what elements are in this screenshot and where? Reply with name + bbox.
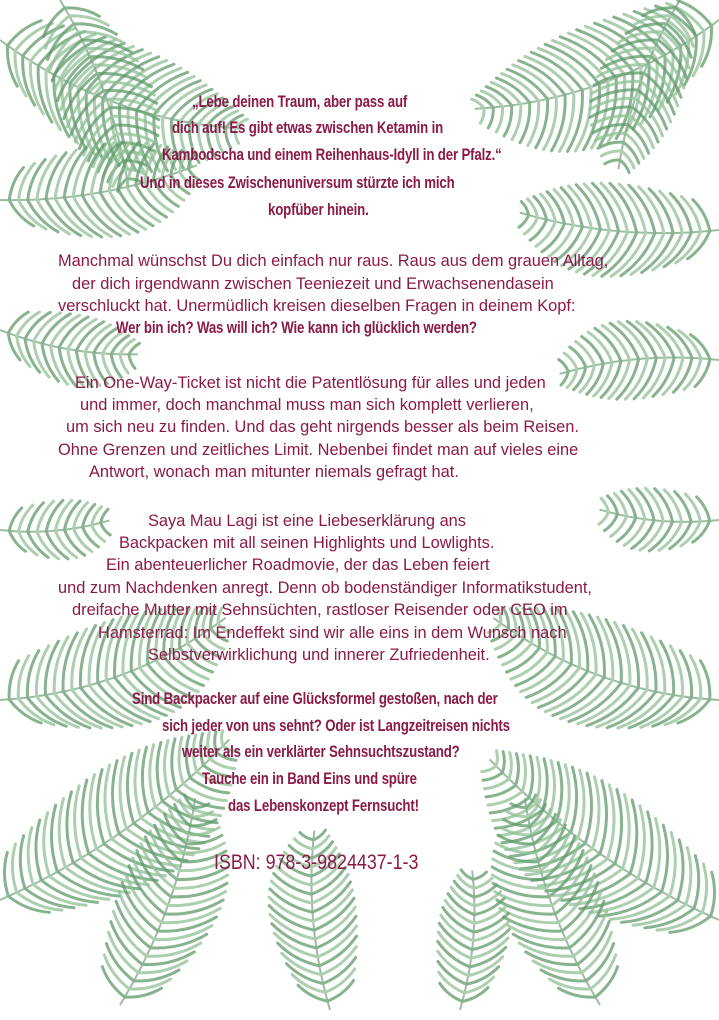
- paragraph2-line: Ohne Grenzen und zeitliches Limit. Nebenbei findet man auf vieles eine: [58, 441, 579, 459]
- palm-frond: [556, 313, 719, 405]
- closing-line: Sind Backpacker auf eine Glücksformel gestoßen, nach der: [132, 689, 498, 708]
- closing-line: das Lebenskonzept Fernsucht!: [228, 796, 419, 815]
- palm-frond: [596, 484, 719, 557]
- quote-line: kopfüber hinein.: [268, 200, 369, 219]
- paragraph2-line: und immer, doch manchmal muss man sich komplett verlieren,: [80, 396, 534, 414]
- paragraph3-line: Saya Mau Lagi ist eine Liebeserklärung ans: [148, 512, 466, 530]
- closing-line: sich jeder von uns sehnt? Oder ist Langzeitreisen nichts: [162, 716, 510, 735]
- paragraph1-line: Manchmal wünschst Du dich einfach nur raus. Raus aus dem grauen Alltag,: [58, 252, 609, 270]
- paragraph3-line: Backpacken mit all seinen Highlights und Lowlights.: [119, 534, 495, 552]
- closing-line: Tauche ein in Band Eins und spüre: [202, 769, 417, 788]
- palm-frond: [0, 496, 113, 564]
- paragraph1-line: der dich irgendwann zwischen Teeniezeit und Erwachsenendasein: [72, 275, 554, 293]
- closing-line: weiter als ein verklärter Sehnsuchtszustand?: [182, 742, 460, 761]
- isbn: ISBN: 978-3-9824437-1-3: [214, 851, 419, 874]
- paragraph3-line: Hamsterrad: Im Endeffekt sind wir alle eins in dem Wunsch nach: [98, 624, 567, 642]
- paragraph3-line: Selbstverwirklichung und innerer Zufriedenheit.: [148, 646, 490, 664]
- paragraph2-line: Antwort, wonach man mitunter niemals gefragt hat.: [89, 463, 459, 481]
- quote-line: Kambodscha und einem Reihenhaus-Idyll in der Pfalz.“: [162, 145, 502, 164]
- paragraph3-line: Ein abenteuerlicher Roadmovie, der das Leben feiert: [106, 556, 490, 574]
- paragraph3-line: dreifache Mutter mit Sehnsüchten, rastloser Reisender oder CEO im: [72, 601, 568, 619]
- quote-line: dich auf! Es gibt etwas zwischen Ketamin in: [172, 118, 444, 137]
- paragraph3-line: und zum Nachdenken anregt. Denn ob bodenständiger Informatikstudent,: [58, 579, 592, 597]
- quote-line: Und in dieses Zwischenuniversum stürzte ich mich: [140, 173, 455, 192]
- paragraph2-line: Ein One-Way-Ticket ist nicht die Patentlösung für alles und jeden: [75, 374, 546, 392]
- palm-frond: [432, 868, 514, 1014]
- questions-line: Wer bin ich? Was will ich? Wie kann ich glücklich werden?: [116, 318, 477, 337]
- quote-line: „Lebe deinen Traum, aber pass auf: [192, 92, 408, 111]
- paragraph2-line: um sich neu zu finden. Und das geht nirgends besser als beim Reisen.: [66, 418, 579, 436]
- paragraph1-line: verschluckt hat. Unermüdlich kreisen dieselben Fragen in deinem Kopf:: [58, 297, 576, 315]
